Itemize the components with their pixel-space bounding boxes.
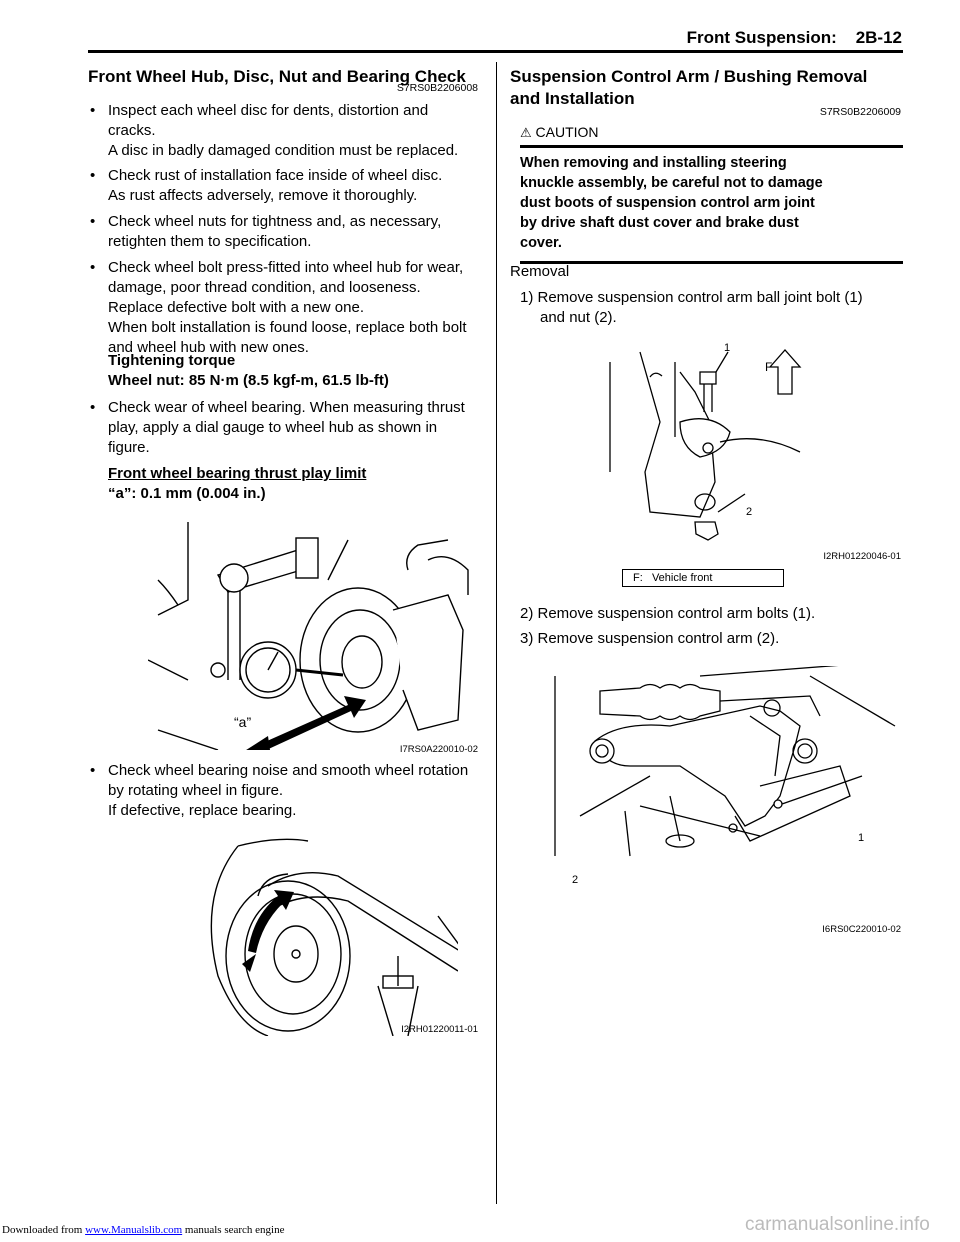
bullet-glyph: • [90, 762, 96, 779]
bullet-glyph: • [90, 167, 96, 184]
bullet-glyph: • [90, 259, 96, 276]
caution-top-rule [520, 145, 903, 148]
callout-2: 2 [746, 506, 753, 518]
bullet-glyph: • [90, 102, 96, 119]
line: Replace defective bolt with a new one. [108, 299, 364, 316]
figure-code: I7RS0A220010-02 [399, 744, 478, 755]
thrust-play-limit [108, 464, 366, 504]
torque-spec [108, 351, 389, 391]
line: cracks. [108, 122, 156, 139]
watermark-text: carmanualsonline.info [745, 1214, 930, 1235]
heading-text: Front Wheel Hub, Disc, Nut and Bearing Check [88, 67, 466, 86]
line: play, apply a dial gauge to wheel hub as shown in [108, 419, 438, 436]
figure-code: I2RH01220046-01 [823, 551, 901, 562]
torque-value: Wheel nut: 85 N·m (8.5 kgf-m, 61.5 lb-ft) [108, 372, 389, 389]
heading-line: Suspension Control Arm / Bushing Removal [510, 67, 868, 86]
line: Check wheel bolt press-fitted into wheel hub for wear, [108, 259, 464, 276]
line: Inspect each wheel disc for dents, distortion and [108, 102, 429, 119]
limit-title: Front wheel bearing thrust play limit [108, 465, 367, 482]
figure-ball-joint-bolt [600, 342, 900, 552]
bullet-glyph: • [90, 399, 96, 416]
line: cover. [520, 235, 562, 251]
heading-code: S7RS0B2206009 [819, 106, 901, 118]
line: When removing and installing steering [520, 155, 787, 171]
line: If defective, replace bearing. [108, 802, 297, 819]
figure-label-a: “a” [234, 714, 252, 730]
line: by drive shaft dust cover and brake dust [520, 215, 799, 231]
callout-f: F [765, 360, 773, 374]
removal-step-2: 2) Remove suspension control arm bolts (1). [520, 605, 816, 622]
line: dust boots of suspension control arm joint [520, 195, 815, 211]
footer-download-note [2, 1224, 284, 1236]
list-item [88, 398, 496, 458]
column-divider [496, 62, 497, 1204]
left-column [88, 64, 480, 1204]
footer-suffix: manuals search engine [182, 1224, 285, 1236]
line: When bolt installation is found loose, replace both bolt [108, 319, 467, 336]
line: figure. [108, 439, 150, 456]
manualslib-link[interactable]: www.Manualslib.com [85, 1224, 183, 1236]
list-item [88, 258, 496, 358]
line: retighten them to specification. [108, 233, 312, 250]
line: by rotating wheel in figure. [108, 782, 284, 799]
figure-control-arm [550, 666, 900, 866]
line: Check wheel bearing noise and smooth wheel rotation [108, 762, 469, 779]
list-item [88, 212, 496, 252]
figure-wheel-rotation [198, 836, 458, 1036]
list-item [88, 101, 496, 161]
callout-1: 1 [724, 342, 731, 354]
caution-box [520, 122, 903, 264]
caution-bottom-rule [520, 261, 903, 264]
figure-legend: F: Vehicle front [622, 569, 784, 587]
line: As rust affects adversely, remove it thoroughly. [108, 187, 418, 204]
footer-prefix: Downloaded from [2, 1224, 86, 1236]
line: 1) Remove suspension control arm ball joint bolt (1) [520, 289, 863, 306]
list-item [88, 761, 496, 821]
line: Check rust of installation face inside of wheel disc. [108, 167, 443, 184]
list-item [88, 166, 496, 206]
removal-step-1 [520, 288, 903, 328]
section-heading-control-arm [510, 66, 903, 110]
page-header-title: Front Suspension: 2B-12 [686, 28, 902, 47]
limit-value: “a”: 0.1 mm (0.004 in.) [108, 485, 266, 502]
header-rule [88, 50, 903, 53]
callout-2: 2 [572, 874, 579, 886]
removal-step-3: 3) Remove suspension control arm (2). [520, 630, 780, 647]
line: Check wheel nuts for tightness and, as necessary, [108, 213, 442, 230]
line: damage, poor thread condition, and looseness. [108, 279, 421, 296]
line: Check wear of wheel bearing. When measuring thrust [108, 399, 465, 416]
warning-triangle-icon: ⚠ [520, 125, 532, 140]
caution-text [520, 153, 903, 253]
line: and nut (2). [540, 309, 617, 326]
bullet-glyph: • [90, 213, 96, 230]
caution-header [520, 122, 903, 143]
figure-code: I2RH01220011-01 [401, 1024, 478, 1035]
heading-code: S7RS0B2206008 [396, 82, 478, 94]
figure-dial-gauge [148, 520, 478, 750]
line: and wheel hub with new ones. [108, 339, 309, 356]
removal-title: Removal [510, 263, 570, 280]
figure-code: I6RS0C220010-02 [822, 924, 901, 935]
caution-label: CAUTION [535, 124, 599, 140]
right-column [510, 64, 903, 1204]
callout-1: 1 [858, 832, 865, 844]
line: A disc in badly damaged condition must be replaced. [108, 142, 459, 159]
heading-line: and Installation [510, 89, 635, 108]
torque-title: Tightening torque [108, 352, 236, 369]
line: knuckle assembly, be careful not to damage [520, 175, 823, 191]
